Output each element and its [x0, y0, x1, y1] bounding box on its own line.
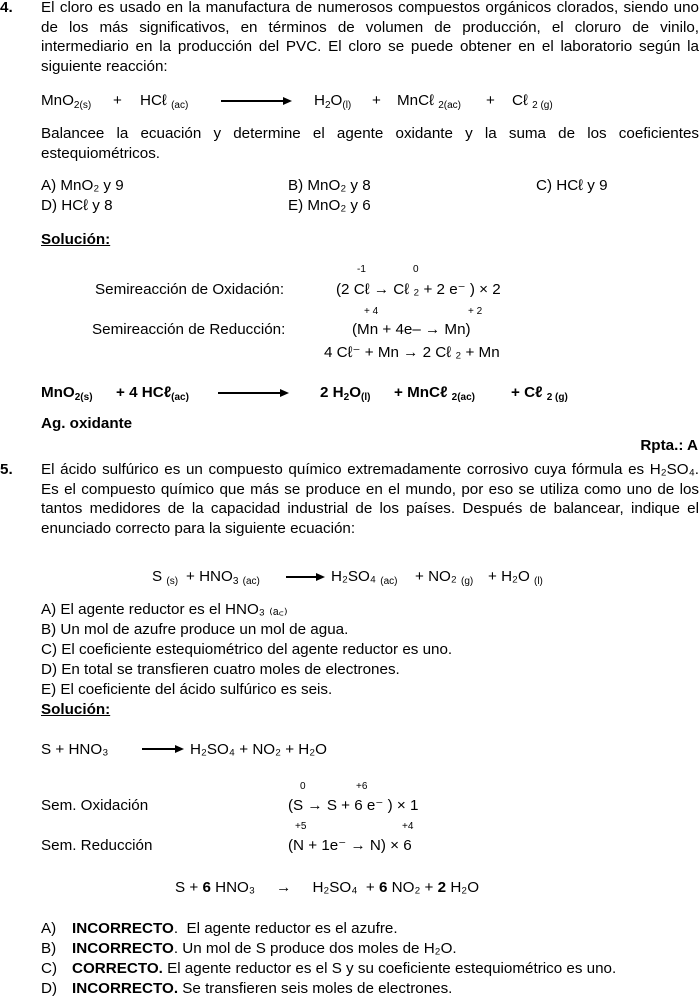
option-c: C) HCℓ y 9 — [536, 177, 608, 194]
plus-sign: + — [113, 92, 122, 109]
option-d: D) HCℓ y 8 — [41, 197, 113, 214]
option-c: C) El coeficiente estequiométrico del agente reductor es uno. — [41, 641, 453, 658]
net-ionic-equation: 4 Cℓ⁻ + Mn → 2 Cℓ ₂ + Mn — [324, 344, 500, 361]
reaction-arrow-head — [283, 97, 292, 105]
option-a: A) MnO₂ y 9 — [41, 177, 124, 194]
semireaction-oxidation-equation: (2 Cℓ → Cℓ ₂ + 2 e⁻ ) × 2 — [336, 281, 501, 298]
option-e: E) El coeficiente del ácido sulfúrico es seis. — [41, 681, 333, 698]
reaction-arrow — [142, 748, 175, 750]
unbalanced-equation-left: S + HNO₃ — [41, 741, 109, 758]
sem-reduccion-label: Sem. Reducción — [41, 837, 153, 854]
formula-mno2: MnO — [41, 92, 74, 109]
balanced-equation: S + 6 HNO₃ → H₂SO₄ + 6 NO₂ + 2 H₂O — [175, 879, 480, 896]
oxidation-number: +5 — [295, 821, 307, 832]
option-b: B) MnO₂ y 8 — [288, 177, 371, 194]
reaction-arrow — [218, 392, 280, 394]
oxidation-number: -1 — [357, 264, 366, 275]
semireaction-reduction-label: Semireacción de Reducción: — [92, 321, 286, 338]
option-b: B) Un mol de azufre produce un mol de agua. — [41, 621, 349, 638]
formula-mncl2: MnCℓ — [397, 92, 434, 109]
question-4-number: 4. — [0, 0, 13, 16]
oxidation-number: 0 — [300, 781, 306, 792]
formula-h2o: H — [314, 92, 325, 109]
sem-reduccion-equation: (N + 1e⁻ → N) × 6 — [288, 837, 412, 854]
formula-cl2: Cℓ — [512, 92, 528, 109]
solution-label: Solución: — [41, 231, 111, 248]
sem-oxidacion-label: Sem. Oxidación — [41, 797, 149, 814]
semireaction-reduction-equation: (Mn + 4e– → Mn) — [352, 321, 471, 338]
oxidizing-agent-answer: Ag. oxidante — [41, 415, 133, 432]
option-d: D) En total se transfieren cuatro moles de electrones. — [41, 661, 400, 678]
semireaction-oxidation-label: Semireacción de Oxidación: — [95, 281, 285, 298]
unbalanced-equation-right: H₂SO₄ + NO₂ + H₂O — [190, 741, 327, 758]
sem-oxidacion-equation: (S → S + 6 e⁻ ) × 1 — [288, 797, 419, 814]
question-5-paragraph: El ácido sulfúrico es un compuesto químico extremadamente corrosivo cuya fórmula es H₂SO₄. Es el compuesto químico que más se produce en el mundo, por eso se utiliza como uno de los tantos medidores de la capacidad industrial de los países. Después de balancear, indique el enunciado correcto para la siguiente ecuación: — [41, 461, 699, 537]
answer-item: C) CORRECTO. El agente reductor es el S y su coeficiente estequiométrico es uno. — [41, 960, 617, 977]
formula-hcl: HCℓ — [140, 92, 167, 109]
reaction-arrow-head — [280, 389, 289, 397]
reaction-arrow-head — [316, 573, 325, 581]
oxidation-number: + 2 — [468, 306, 483, 317]
solution-label: Solución: — [41, 701, 111, 718]
answer-label: Rpta.: A — [640, 437, 698, 454]
answer-item: A) INCORRECTO. El agente reductor es el azufre. — [41, 920, 398, 937]
reaction-arrow-head — [175, 745, 184, 753]
reaction-arrow — [286, 576, 316, 578]
oxidation-number: 0 — [413, 264, 419, 275]
oxidation-number: + 4 — [364, 306, 379, 317]
question-4-paragraph: El cloro es usado en la manufactura de numerosos compuestos orgánicos clorados, siendo uno de los más significativos, en términos de volumen de producción, el cloruro de vinilo, intermediario en la producción del PVC. El cloro se puede obtener en el laboratorio según la siguiente reacción: — [41, 0, 699, 75]
answer-item: D) INCORRECTO. Se transfieren seis moles de electrones. — [41, 980, 453, 997]
option-a: A) El agente reductor es el HNO₃ ₍ₐ꜀₎ — [41, 601, 288, 618]
question-4-instruction: Balancee la ecuación y determine el agente oxidante y la suma de los coeficientes estequiométricos. — [41, 125, 699, 162]
oxidation-number: +6 — [356, 781, 368, 792]
reaction-arrow — [221, 100, 283, 102]
oxidation-number: +4 — [402, 821, 414, 832]
option-e: E) MnO₂ y 6 — [288, 197, 371, 214]
question-5-number: 5. — [0, 461, 13, 478]
answer-item: B) INCORRECTO. Un mol de S produce dos moles de H₂O. — [41, 940, 457, 957]
